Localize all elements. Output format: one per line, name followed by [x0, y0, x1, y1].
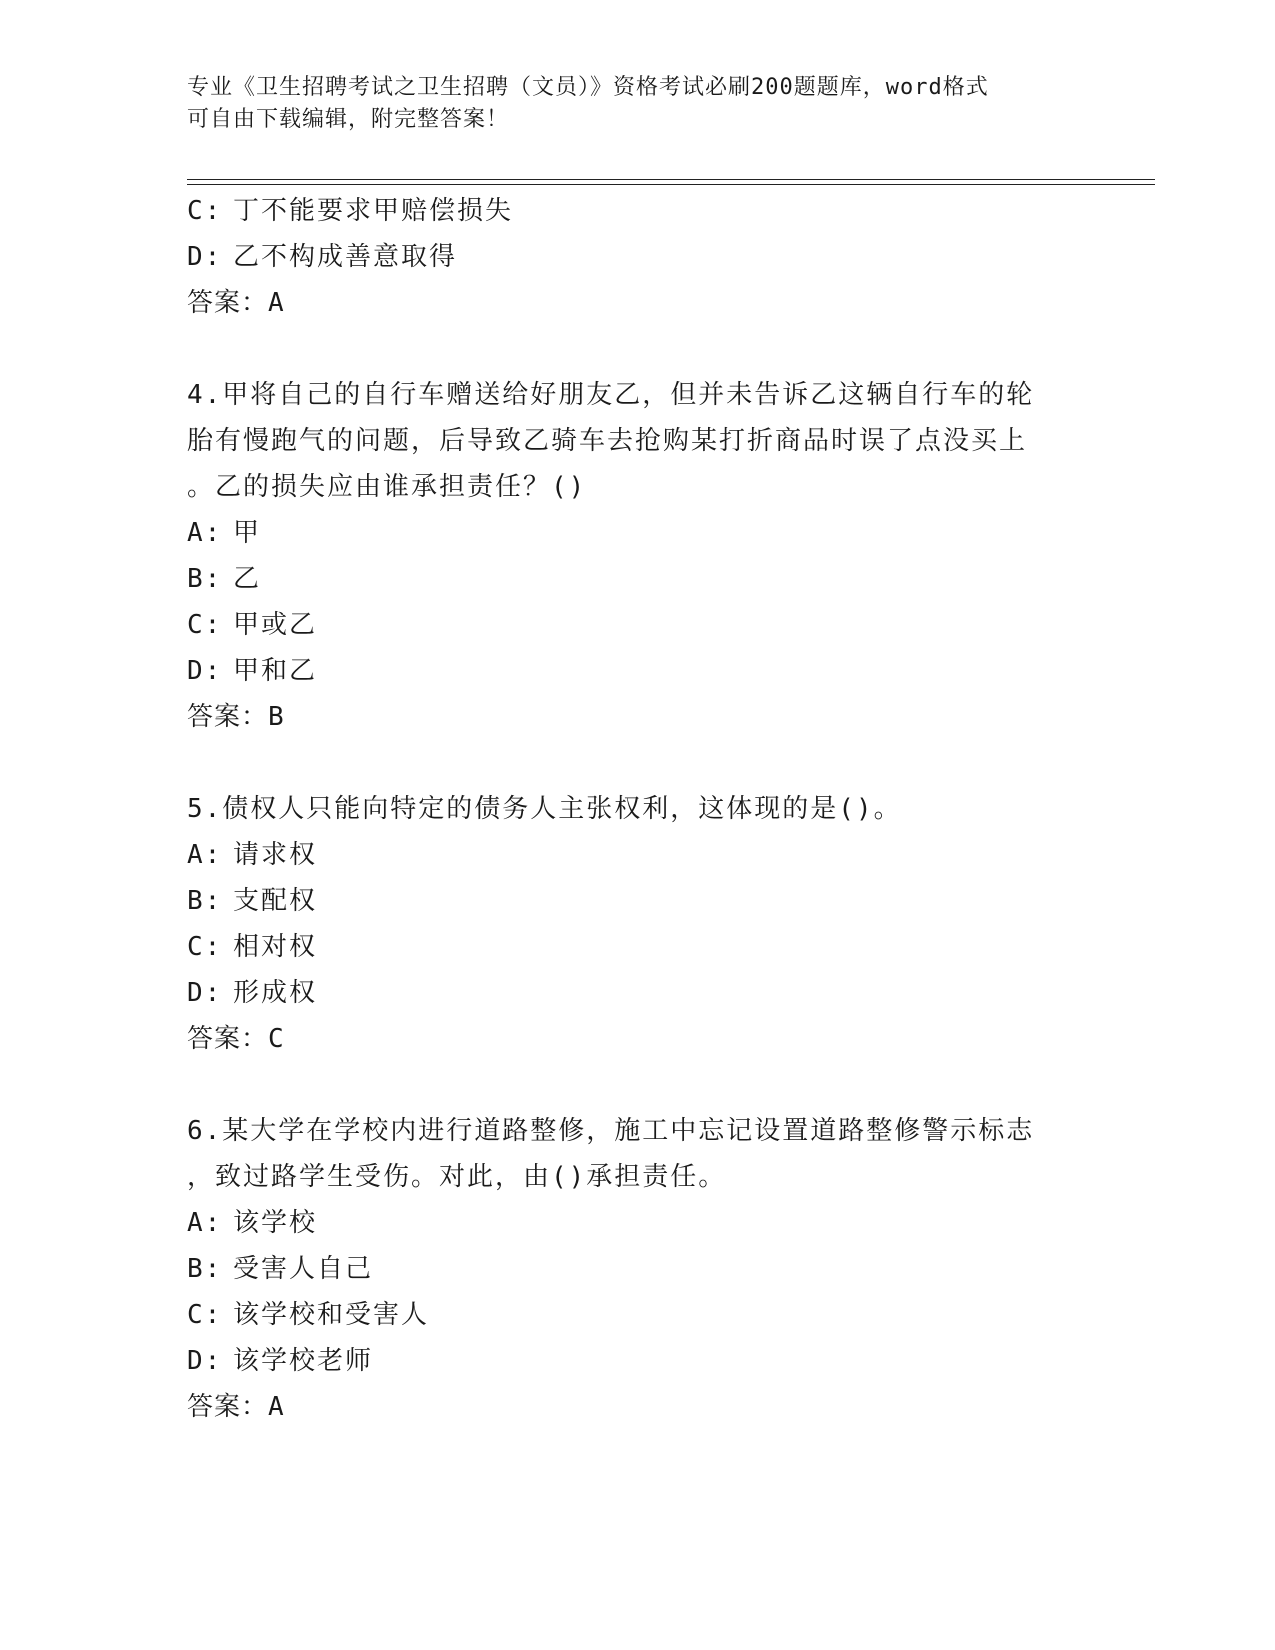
option-letter: C:: [187, 932, 223, 962]
question-stem-line: 胎有慢跑气的问题，后导致乙骑车去抢购某打折商品时误了点没买上: [187, 426, 1028, 456]
option-a: [187, 832, 1087, 878]
option-d: [187, 970, 1087, 1016]
option-text: 该学校: [233, 1208, 318, 1238]
option-text: 该学校和受害人: [233, 1300, 430, 1330]
spacer: [187, 1062, 1087, 1108]
option-letter: B:: [187, 1254, 223, 1284]
answer-label: 答案：: [187, 1024, 269, 1054]
option-text: 受害人自己: [233, 1254, 374, 1284]
option-letter: D:: [187, 242, 223, 272]
option-c: [187, 188, 1087, 234]
answer-value: A: [268, 288, 285, 318]
option-text: 该学校老师: [233, 1346, 374, 1376]
question-6: [187, 1108, 1087, 1430]
answer-label: 答案：: [187, 1392, 269, 1422]
option-letter: C:: [187, 1300, 223, 1330]
option-b: [187, 1246, 1087, 1292]
prev-question: [187, 188, 1087, 326]
option-letter: A:: [187, 518, 223, 548]
option-b: [187, 878, 1087, 924]
option-text: 请求权: [233, 840, 318, 870]
question-stem-line: 6.某大学在学校内进行道路整修，施工中忘记设置道路整修警示标志: [187, 1116, 1035, 1146]
option-text: 形成权: [233, 978, 318, 1008]
answer-label: 答案：: [187, 702, 269, 732]
answer-value: C: [268, 1024, 285, 1054]
answer-line: [187, 280, 1087, 326]
option-letter: D:: [187, 978, 223, 1008]
question-content: [187, 188, 1087, 1430]
question-stem-line: 。乙的损失应由谁承担责任？(): [187, 472, 587, 502]
answer-line: [187, 1384, 1087, 1430]
option-text: 乙: [233, 564, 262, 594]
option-letter: B:: [187, 886, 223, 916]
option-text: 甲或乙: [233, 610, 318, 640]
question-stem-line: ，致过路学生受伤。对此，由()承担责任。: [187, 1162, 727, 1192]
option-text: 支配权: [233, 886, 318, 916]
option-d: [187, 648, 1087, 694]
page-header: [187, 72, 1067, 136]
spacer: [187, 326, 1087, 372]
option-text: 相对权: [233, 932, 318, 962]
question-stem-line: 4.甲将自己的自行车赠送给好朋友乙，但并未告诉乙这辆自行车的轮: [187, 380, 1035, 410]
option-text: 丁不能要求甲赔偿损失: [233, 196, 514, 226]
header-line-2: 可自由下载编辑，附完整答案！: [187, 107, 510, 132]
header-line-1: 专业《卫生招聘考试之卫生招聘（文员）》资格考试必刷200题题库，word格式: [187, 75, 989, 100]
option-a: [187, 510, 1087, 556]
option-a: [187, 1200, 1087, 1246]
option-letter: C:: [187, 610, 223, 640]
option-letter: D:: [187, 656, 223, 686]
option-d: [187, 1338, 1087, 1384]
header-divider-bottom: [187, 184, 1155, 185]
option-text: 乙不构成善意取得: [233, 242, 458, 272]
option-letter: A:: [187, 840, 223, 870]
question-stem-line: 5.债权人只能向特定的债务人主张权利，这体现的是()。: [187, 794, 902, 824]
spacer: [187, 740, 1087, 786]
answer-value: B: [268, 702, 285, 732]
question-4: [187, 372, 1087, 740]
option-c: [187, 1292, 1087, 1338]
option-d: [187, 234, 1087, 280]
option-text: 甲和乙: [233, 656, 318, 686]
question-5: [187, 786, 1087, 1062]
answer-label: 答案：: [187, 288, 269, 318]
option-c: [187, 602, 1087, 648]
option-letter: A:: [187, 1208, 223, 1238]
option-c: [187, 924, 1087, 970]
option-letter: D:: [187, 1346, 223, 1376]
option-letter: B:: [187, 564, 223, 594]
answer-value: A: [268, 1392, 285, 1422]
answer-line: [187, 694, 1087, 740]
option-letter: C:: [187, 196, 223, 226]
option-text: 甲: [233, 518, 262, 548]
option-b: [187, 556, 1087, 602]
answer-line: [187, 1016, 1087, 1062]
header-divider-top: [187, 179, 1155, 180]
